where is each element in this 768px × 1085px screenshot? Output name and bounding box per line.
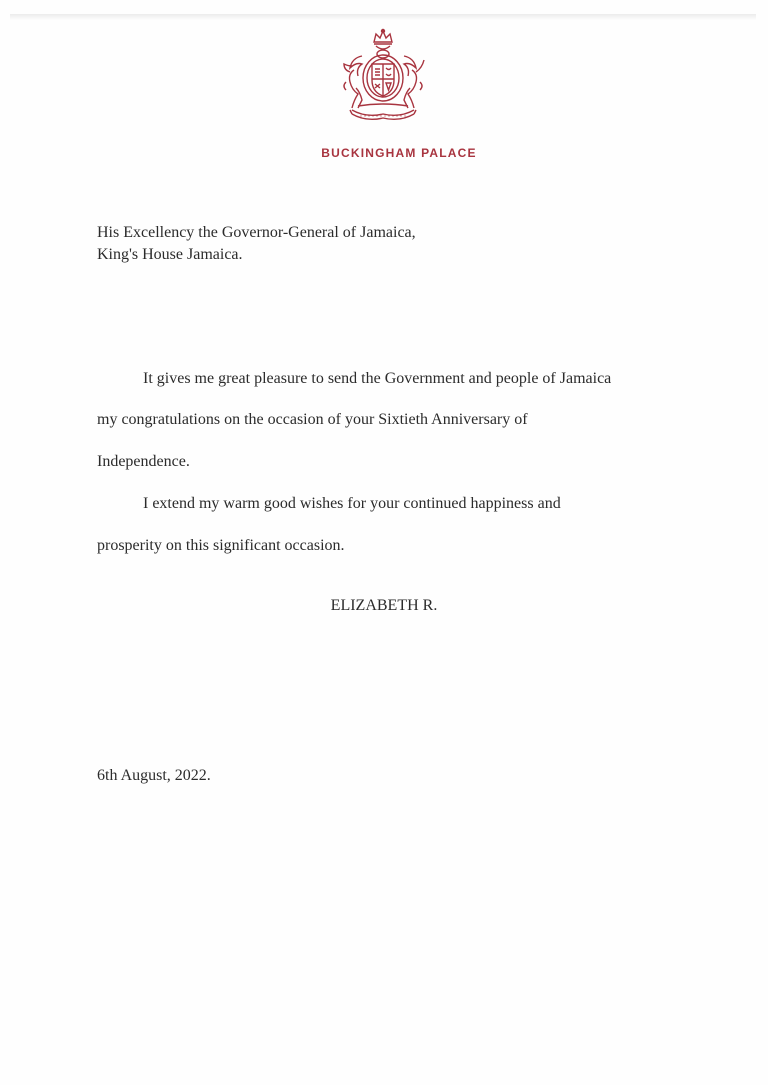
paragraph-1-line-3: Independence.: [97, 453, 190, 470]
page-top-edge-shadow: [10, 14, 756, 20]
addressee-block: [97, 222, 416, 266]
addressee-line-1: His Excellency the Governor-General of Jamaica,: [97, 224, 416, 241]
paragraph-1-line-1: It gives me great pleasure to send the Government and people of Jamaica: [143, 370, 612, 387]
paragraph-2-line-1: I extend my warm good wishes for your continued happiness and: [143, 495, 561, 512]
signature: ELIZABETH R.: [330, 597, 438, 614]
letterhead-title: BUCKINGHAM PALACE: [321, 146, 477, 160]
addressee-line-2: King's House Jamaica.: [97, 246, 243, 263]
paragraph-2-line-2: prosperity on this significant occasion.: [97, 537, 345, 554]
paragraph-1-line-2: my congratulations on the occasion of your Sixtieth Anniversary of: [97, 411, 528, 428]
letter-date: 6th August, 2022.: [97, 767, 211, 784]
royal-coat-of-arms-icon: [332, 28, 434, 124]
